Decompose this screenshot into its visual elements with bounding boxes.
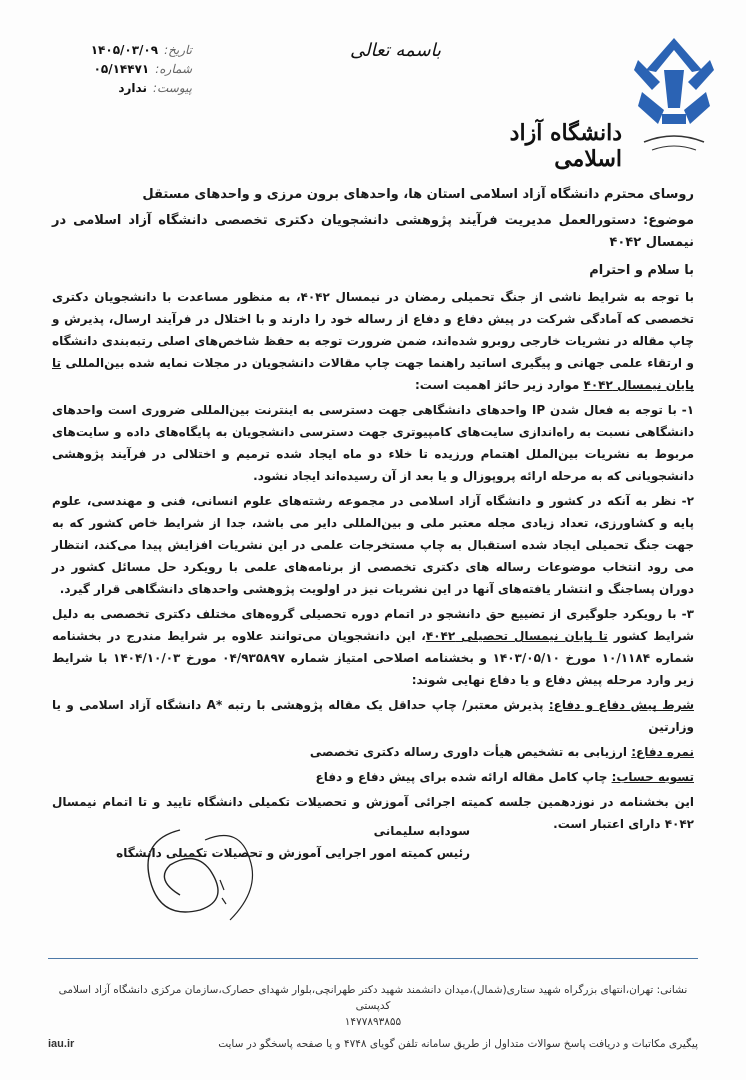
condition-1-label: شرط پیش دفاع و دفاع: (548, 698, 694, 712)
condition-3-text: چاپ کامل مقاله ارائه شده برای پیش دفاع و دفاع (315, 770, 608, 784)
attachment-label: پیوست: (152, 80, 192, 95)
letter-body (52, 184, 694, 835)
subject-text: دستورالعمل مدیریت فرآیند پژوهشی دانشجویان دکتری تخصصی دانشگاه آزاد اسلامی در نیمسال ۴۰۴۲ (52, 213, 694, 250)
condition-3-label: تسویه حساب: (611, 770, 694, 784)
condition-2 (52, 741, 694, 763)
footer-notice: پیگیری مکاتبات و دریافت پاسخ سوالات متداول از طریق سامانه تلفن گویای ۴۷۴۸ و یا صفحه پاسخگو در سایت (218, 1038, 698, 1050)
subject-label: موضوع: (643, 213, 694, 228)
condition-3 (52, 766, 694, 788)
intro-underlined: تا پایان نیمسال ۴۰۴۲ (52, 356, 694, 392)
footer (48, 982, 698, 1052)
closing-paragraph: این بخشنامه در نوزدهمین جلسه کمیته اجرائی آموزش و تحصیلات تکمیلی دانشگاه تایید و تا اتمام نیمسال ۴۰۴۲ دارای اعتبار است. (52, 795, 694, 831)
intro-paragraph (52, 286, 694, 396)
meta-date (52, 40, 192, 59)
date-value: ۱۴۰۵/۰۳/۰۹ (90, 42, 159, 57)
condition-1 (52, 694, 694, 738)
item-1: ۱- با توجه به فعال شدن IP واحدهای دانشگاهی جهت دسترسی به اینترنت بین‌المللی ضروری است واحدهای دانشگاهی نسبت به راه‌اندازی سایت‌های کامپیوتری جهت دسترسی دانشجویان به پایگاه‌های داده و سایت‌های مربوط به نشریات بین‌الملل اهتمام ورزیده تا خلاء دو ماه ایجاد شده ترمیم و اختلالی در فرآیند پژوهشی دانشجویانی که به مرحله ارائه پروپوزال و یا بعد از آن رسیده‌اند ایجاد نشود. (52, 403, 695, 483)
footer-line-2 (48, 1036, 698, 1052)
footer-divider (48, 958, 698, 959)
condition-2-text: ارزیابی به تشخیص هیأت داوری رساله دکتری تخصصی (309, 745, 628, 759)
item3-underlined: تا پایان نیمسال تحصیلی ۴۰۴۲ (425, 629, 608, 643)
attachment-value: ندارد (118, 80, 147, 95)
intro-text-b: موارد زیر حائز اهمیت است: (414, 378, 580, 392)
greeting: با سلام و احترام (589, 263, 694, 278)
university-emblem-icon (634, 30, 714, 160)
basmala: باسمه تعالی (350, 40, 442, 61)
condition-2-label: نمره دفاع: (631, 745, 694, 759)
university-logo (509, 30, 722, 172)
condition-1-text: پذیرش معتبر/ چاپ حداقل یک مقاله پژوهشی با رتبه *A دانشگاه آزاد اسلامی و یا وزارتین (52, 698, 694, 734)
subject-line (52, 210, 694, 254)
footer-website-link[interactable]: iau.ir (48, 1038, 75, 1050)
item3-text-b: ، این دانشجویان می‌توانند علاوه بر شرایط مندرج در بخشنامه شماره ۱۰/۱۱۸۴ مورخ ۱۴۰۳/۰۵/۱۰ و بخشنامه اصلاحی امتیاز شماره ۰۴/۹۳۵۸۹۷ مورخ ۱۴۰۴/۱۰/۰۳ با شرایط زیر وارد مرحله پیش دفاع و یا دفاع نهایی شوند: (52, 629, 695, 687)
signatory-title: رئیس کمیته امور اجرایی آموزش و تحصیلات تکمیلی دانشگاه (116, 846, 470, 860)
recipients-line: روسای محترم دانشگاه آزاد اسلامی استان ها، واحدهای برون مرزی و واحدهای مستقل (142, 187, 694, 202)
item-3 (52, 603, 694, 691)
meta-number (52, 59, 192, 78)
item-2: ۲- نظر به آنکه در کشور و دانشگاه آزاد اسلامی در مجموعه رشته‌های علوم انسانی، فنی و مهندسی، علوم پایه و کشاورزی، تعداد زیادی مجله معتبر ملی و بین‌المللی دایر می باشد، جدا از شرایط خاص کشور که به جهت جنگ تحمیلی ایجاد شده استقبال به چاپ مستخرجات علمی در این نشریات افزایش پیدا می‌کند، انتظار می رود انتخاب موضوعات رساله های دکتری تخصصی از برنامه‌های علمی با رویکرد حل مسائل کشور در دوران پساجنگ و انتشار یافته‌های آنها در این نشریات نیز در اولویت پژوهشی واحدهای دانشگاهی قرار گیرد. (52, 494, 694, 596)
date-label: تاریخ: (164, 42, 192, 57)
item3-text-a: ۳- با رویکرد جلوگیری از تضییع حق دانشجو در اتمام دوره تحصیلی گروه‌های مختلف دکتری تخصصی به دلیل شرایط کشور (52, 607, 694, 643)
intro-text-a: با توجه به شرایط ناشی از جنگ تحمیلی رمضان در نیمسال ۴۰۴۲، به منظور مساعدت با دانشجویان دکتری تخصصی که آمادگی شرکت در پیش دفاع و دفاع از رساله خود را دارند و با اختلال در فرآیند ارسال، پذیرش و چاپ مقاله در نشریات خارجی روبرو شده‌اند، ضمن ضرورت توجه به حفظ شاخص‌های اصلی رتبه‌بندی دانشگاه و ارتقاء علمی جهانی و پیگیری اساتید راهنما جهت چاپ مقالات دانشجویان در مجلات نمایه شده بین‌المللی (52, 290, 694, 370)
signatory-name: سودابه سلیمانی (373, 824, 470, 838)
meta-attachment (52, 78, 192, 97)
signature-block (70, 820, 490, 930)
university-name: دانشگاه آزاد اسلامی (509, 120, 622, 172)
footer-postal-code: ۱۴۷۷۸۹۳۸۵۵ (344, 1016, 402, 1028)
number-label: شماره: (155, 61, 192, 76)
footer-address: نشانی: تهران،انتهای بزرگراه شهید ستاری(شمال)،میدان دانشمند شهید دکتر طهرانچی،بلوار شهدای حصارک،سازمان مرکزی دانشگاه آزاد اسلامی کدپستی (58, 984, 688, 1012)
letter-meta (52, 40, 192, 97)
number-value: ۰۵/۱۴۴۷۱ (93, 61, 150, 76)
